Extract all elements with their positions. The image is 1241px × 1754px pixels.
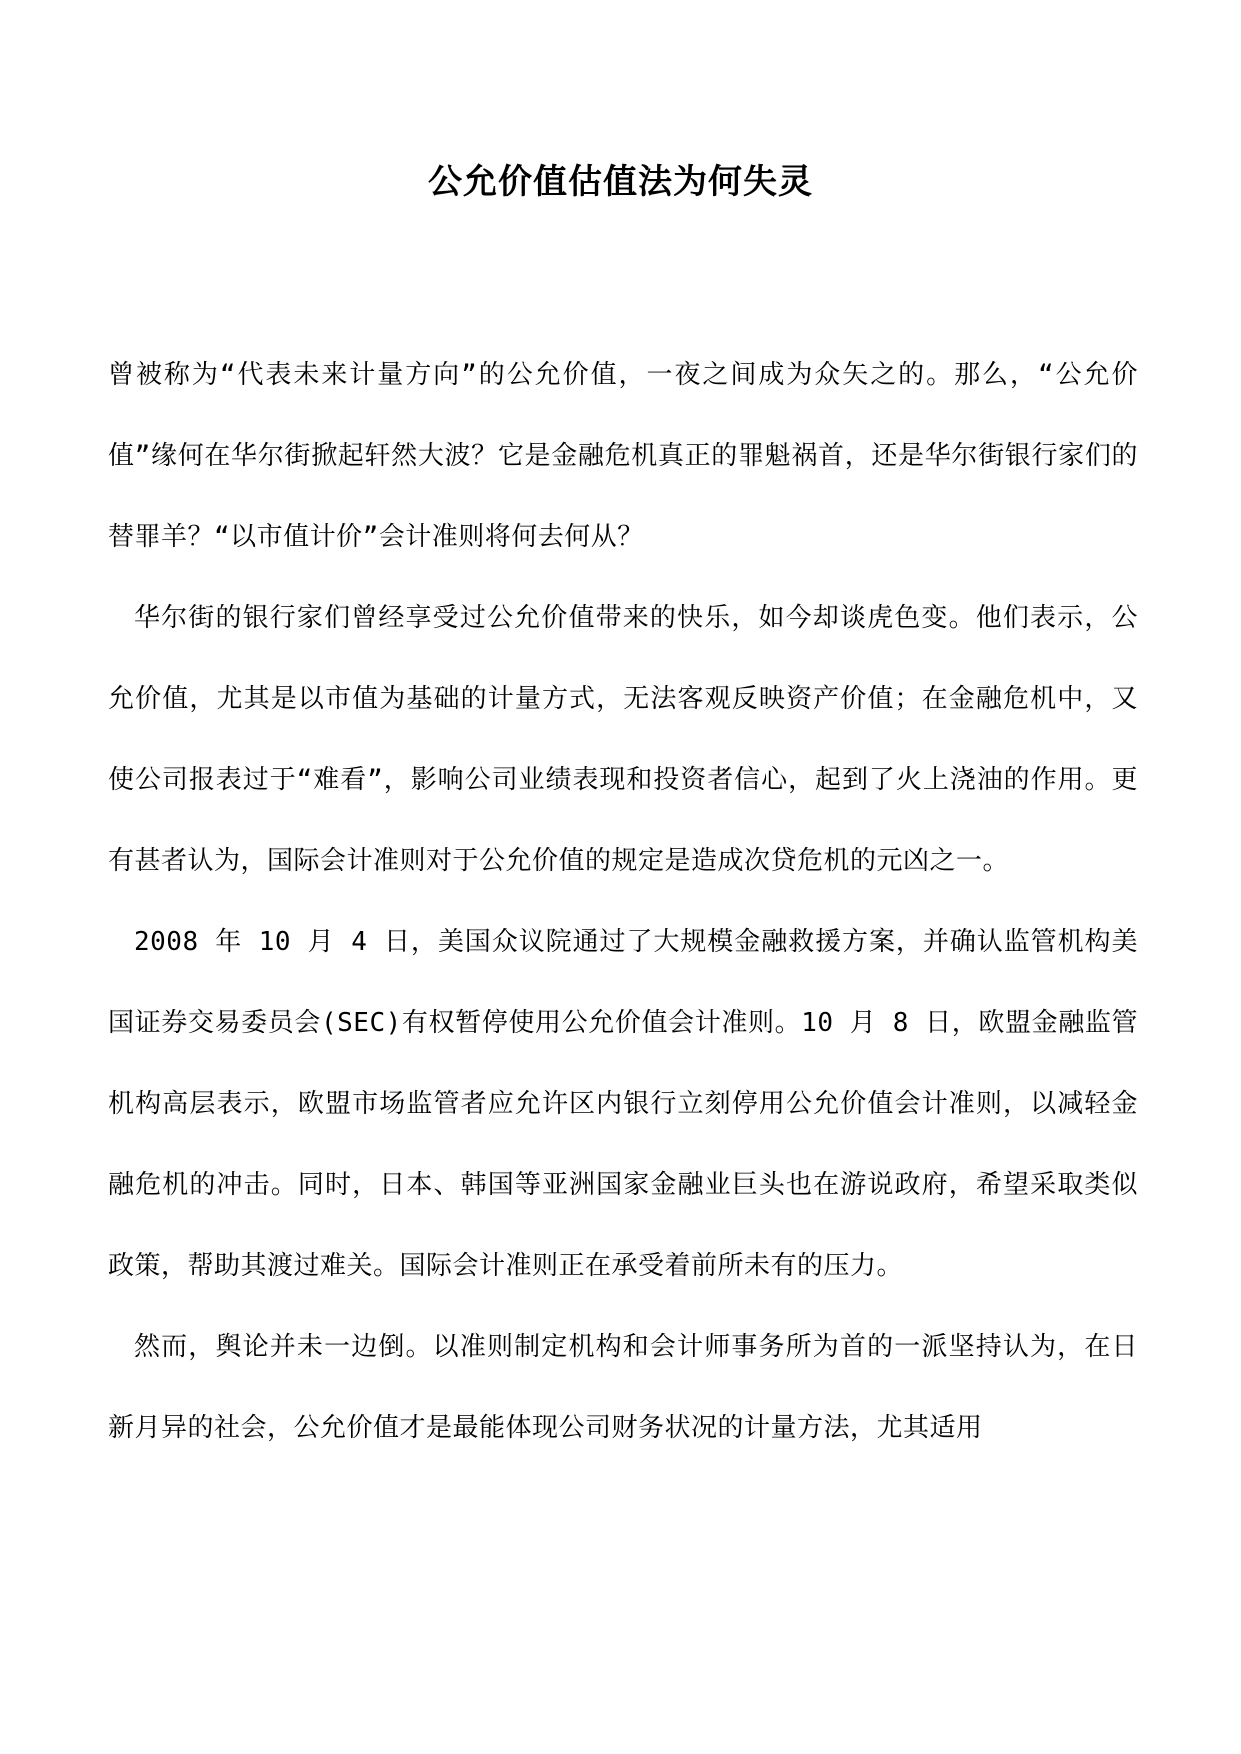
document-title: 公允价值估值法为何失灵 [428, 162, 813, 202]
paragraph-regulation: 2008 年 10 月 4 日，美国众议院通过了大规模金融救援方案，并确认监管机构美国证券交易委员会(SEC)有权暂停使用公允价值会计准则。10 月 8 日，欧盟金融监管机构高层表示，欧盟市场监管者应允许区内银行立刻停用公允价值会计准则，以减轻金融危机的冲击。同时，日本、韩国等亚洲国家金融业巨头也在游说政府，希望采取类似政策，帮助其渡过难关。国际会计准则正在承受着前所未有的压力。 [108, 927, 1138, 1281]
document-body [108, 335, 1138, 1469]
paragraph-intro: 曾被称为“代表未来计量方向”的公允价值，一夜之间成为众矢之的。那么，“公允价值”缘何在华尔街掀起轩然大波？它是金融危机真正的罪魁祸首，还是华尔街银行家们的替罪羊？“以市值计价”会计准则将何去何从？ [108, 360, 1138, 552]
paragraph-opinion: 然而，舆论并未一边倒。以准则制定机构和会计师事务所为首的一派坚持认为，在日新月异的社会，公允价值才是最能体现公司财务状况的计量方法，尤其适用 [108, 1332, 1138, 1443]
paragraph-bankers: 华尔街的银行家们曾经享受过公允价值带来的快乐，如今却谈虎色变。他们表示，公允价值，尤其是以市值为基础的计量方式，无法客观反映资产价值；在金融危机中，又使公司报表过于“难看”，影响公司业绩表现和投资者信心，起到了火上浇油的作用。更有甚者认为，国际会计准则对于公允价值的规定是造成次贷危机的元凶之一。 [108, 603, 1138, 876]
